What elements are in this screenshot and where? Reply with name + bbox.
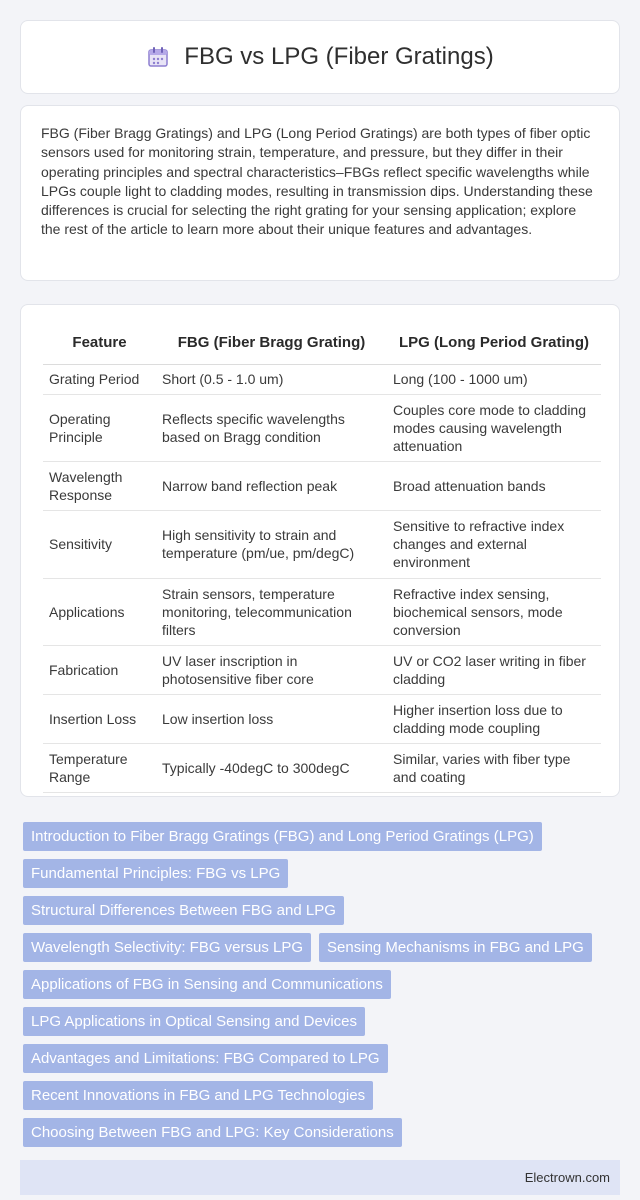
table-cell: UV laser inscription in photosensitive fiber core xyxy=(156,645,387,694)
table-cell: Short (0.5 - 1.0 um) xyxy=(156,364,387,394)
table-row xyxy=(43,510,601,578)
link-wavelength-selectivity[interactable]: Wavelength Selectivity: FBG versus LPG xyxy=(23,933,311,962)
table-row xyxy=(43,394,601,461)
table-cell: Insertion Loss xyxy=(43,694,156,743)
table-cell: UV or CO2 laser writing in fiber cladding xyxy=(387,645,601,694)
table-cell: Grating Period xyxy=(43,364,156,394)
table-row xyxy=(43,578,601,645)
table-cell: Similar, varies with fiber type and coating xyxy=(387,743,601,792)
intro-card xyxy=(20,105,620,281)
table-cell: Higher insertion loss due to cladding mode coupling xyxy=(387,694,601,743)
link-choosing-between[interactable]: Choosing Between FBG and LPG: Key Considerations xyxy=(23,1118,402,1147)
link-lpg-applications[interactable]: LPG Applications in Optical Sensing and Devices xyxy=(23,1007,365,1036)
table-cell: Refractive index sensing, biochemical sensors, mode conversion xyxy=(387,578,601,645)
header-lpg: LPG (Long Period Grating) xyxy=(387,322,601,364)
footer-brand[interactable]: Electrown.com xyxy=(524,1170,610,1185)
table-cell: Typically -40degC to 300degC xyxy=(156,743,387,792)
table-header-row xyxy=(43,322,601,364)
header-fbg: FBG (Fiber Bragg Grating) xyxy=(156,322,387,364)
related-links xyxy=(23,822,623,1155)
footer xyxy=(20,1160,620,1195)
link-structural-differences[interactable]: Structural Differences Between FBG and LPG xyxy=(23,896,344,925)
table-cell: Fabrication xyxy=(43,645,156,694)
table-row xyxy=(43,694,601,743)
table-cell: Low insertion loss xyxy=(156,694,387,743)
table-cell: Broad attenuation bands xyxy=(387,461,601,510)
link-advantages-limitations[interactable]: Advantages and Limitations: FBG Compared to LPG xyxy=(23,1044,388,1073)
table-cell: Sensitivity xyxy=(43,510,156,578)
link-introduction[interactable]: Introduction to Fiber Bragg Gratings (FBG) and Long Period Gratings (LPG) xyxy=(23,822,542,851)
link-fundamental-principles[interactable]: Fundamental Principles: FBG vs LPG xyxy=(23,859,288,888)
table-cell: Long (100 - 1000 um) xyxy=(387,364,601,394)
table-cell: Sensitive to refractive index changes and external environment xyxy=(387,510,601,578)
calendar-icon xyxy=(146,45,170,69)
header-feature: Feature xyxy=(43,322,156,364)
comparison-table-card xyxy=(20,304,620,797)
table-row xyxy=(43,743,601,792)
table-row xyxy=(43,461,601,510)
link-recent-innovations[interactable]: Recent Innovations in FBG and LPG Technologies xyxy=(23,1081,373,1110)
table-cell: High sensitivity to strain and temperature (pm/ue, pm/degC) xyxy=(156,510,387,578)
table-cell: Reflects specific wavelengths based on Bragg condition xyxy=(156,394,387,461)
link-fbg-applications[interactable]: Applications of FBG in Sensing and Communications xyxy=(23,970,391,999)
table-cell: Narrow band reflection peak xyxy=(156,461,387,510)
table-cell: Couples core mode to cladding modes causing wavelength attenuation xyxy=(387,394,601,461)
comparison-table xyxy=(43,322,601,793)
table-cell: Wavelength Response xyxy=(43,461,156,510)
intro-paragraph: FBG (Fiber Bragg Gratings) and LPG (Long Period Gratings) are both types of fiber optic sensors used for monitoring strain, temperature, and pressure, but they differ in their operating principles and spectral characteristics–FBGs reflect specific wavelengths while LPGs couple light to cladding modes, resulting in transmission dips. Understanding these differences is crucial for selecting the right grating for your sensing application; explore the rest of the article to learn more about their unique features and advantages. xyxy=(41,125,593,238)
page-title: FBG vs LPG (Fiber Gratings) xyxy=(184,43,494,70)
table-cell: Temperature Range xyxy=(43,743,156,792)
link-sensing-mechanisms[interactable]: Sensing Mechanisms in FBG and LPG xyxy=(319,933,592,962)
table-cell: Operating Principle xyxy=(43,394,156,461)
table-row xyxy=(43,645,601,694)
table-cell: Strain sensors, temperature monitoring, telecommunication filters xyxy=(156,578,387,645)
table-cell: Applications xyxy=(43,578,156,645)
title-card xyxy=(20,20,620,94)
table-row xyxy=(43,364,601,394)
